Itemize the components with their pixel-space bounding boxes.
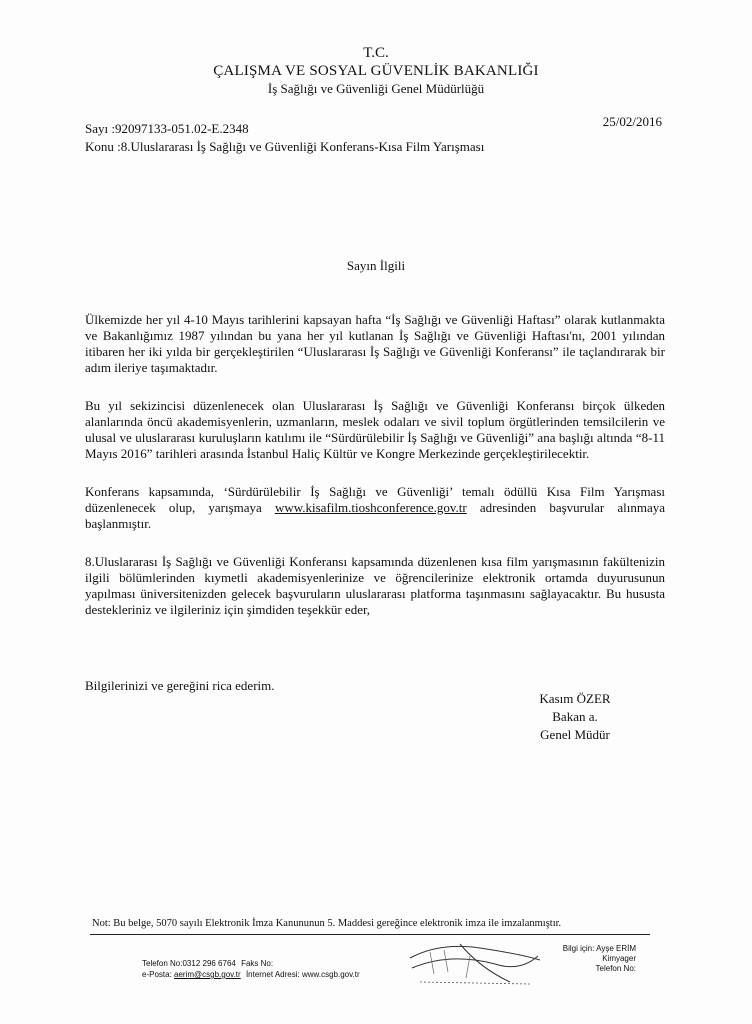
subject-label: Konu [85, 139, 114, 154]
paragraph-3-text-a: Konferans kapsamında, ‘Sürdürülebilir İş Sağlığı ve Güvenliği’ temalı ödüllü Kısa Film Yarışması düzenlenecek olup, yarışmaya [85, 484, 665, 515]
subject-value: :8.Uluslararası İş Sağlığı ve Güvenliği Konferans-Kısa Film Yarışması [117, 139, 485, 154]
competition-link[interactable]: www.kisafilm.tioshconference.gov.tr [274, 500, 467, 515]
number-label: Sayı [85, 121, 109, 136]
paragraph-3 [85, 484, 665, 532]
directorate-name: İş Sağlığı ve Güvenliği Genel Müdürlüğü [267, 81, 485, 96]
number-value: :92097133-051.02-E.2348 [111, 121, 249, 136]
footer-divider [90, 934, 650, 935]
signer-name: Kasım ÖZER [539, 691, 611, 706]
info-title: Kimyager [602, 954, 636, 963]
e-signature-note: Not: Bu belge, 5070 sayılı Elektronik İmza Kanununun 5. Maddesi gereğince elektronik imza ile imzalanmıştır. [92, 918, 562, 929]
email-label: e-Posta: [142, 970, 172, 979]
info-name: Ayşe ERİM [596, 944, 636, 953]
subject-row [85, 138, 484, 156]
signature-block [520, 690, 630, 744]
letter-body [85, 312, 665, 632]
web-label: İnternet Adresi: [245, 970, 300, 979]
phone-value: 0312 296 6764 [182, 959, 236, 968]
number-row [85, 120, 484, 138]
paragraph-3-text-b: adresinden başvurular alınmaya başlanmıştır. [85, 500, 666, 531]
email-web-row [142, 969, 360, 980]
signer-title-2: Genel Müdür [540, 727, 610, 742]
signer-title-1: Bakan a. [552, 709, 598, 724]
phone-label: Telefon No: [142, 959, 183, 968]
paragraph-4: 8.Uluslararası İş Sağlığı ve Güvenliği Konferansı kapsamında düzenlenen kısa film yarışmasının fakültenizin ilgili bölümlerinden kıymetli akademisyenlerinize ve öğrencilerinize elektronik ortamda duyurusunun yapılması üniversitenizden gelecek başvuruların uluslararası platforma taşınmasını sağlayacaktır. Bu hususta destekleriniz ve ilgileriniz için şimdiden teşekkür eder, [85, 554, 665, 617]
info-phone-label: Telefon No: [595, 964, 636, 973]
footer-contact-person [563, 944, 636, 974]
ministry-name: ÇALIŞMA VE SOSYAL GÜVENLİK BAKANLIĞI [213, 63, 539, 79]
email-value[interactable]: aerim@csgb.gov.tr [174, 970, 241, 979]
info-row [563, 944, 636, 954]
paragraph-2: Bu yıl sekizincisi düzenlenecek olan Uluslararası İş Sağlığı ve Güvenliği Konferansı birçok ülkeden alanlarında öncü akademisyenlerin, uzmanların, meslek odaları ve sivil toplum örgütlerinden temsilcilerin ve ulusal ve uluslararası kuruluşların katılımı ile “Sürdürülebilir İş Sağlığı ve Güvenliği” ana başlığı altında “8-11 Mayıs 2016” tarihleri arasında İstanbul Haliç Kültür ve Kongre Merkezinde gerçekleştirilecektir. [85, 398, 665, 461]
closing-line: Bilgilerinizi ve gereğini rica ederim. [85, 678, 275, 693]
country-label: T.C. [363, 45, 389, 61]
phone-fax-row [142, 958, 360, 969]
letterhead [0, 44, 752, 97]
fax-label: Faks No: [241, 959, 274, 968]
scribbled-stamp-icon [400, 938, 550, 990]
paragraph-1: Ülkemizde her yıl 4-10 Mayıs tarihlerini kapsayan hafta “İş Sağlığı ve Güvenliği Haftası” olarak kutlanmakta ve Bakanlığımız 1987 yılından bu yana her yıl kutlanan İş Sağlığı ve Güvenliği Haftası'nı, 2001 yılından itibaren her iki yılda bir gerçekleştirilen “Uluslararası İş Sağlığı ve Güvenliği Konferansı” ile taçlandırarak bir adım ileriye taşımaktadır. [85, 312, 665, 375]
info-label: Bilgi için: [562, 944, 595, 953]
footer-contact [142, 958, 360, 980]
salutation: Sayın İlgili [346, 258, 406, 273]
document-meta [85, 120, 484, 156]
document-date: 25/02/2016 [602, 114, 662, 129]
web-value[interactable]: www.csgb.gov.tr [301, 970, 360, 979]
